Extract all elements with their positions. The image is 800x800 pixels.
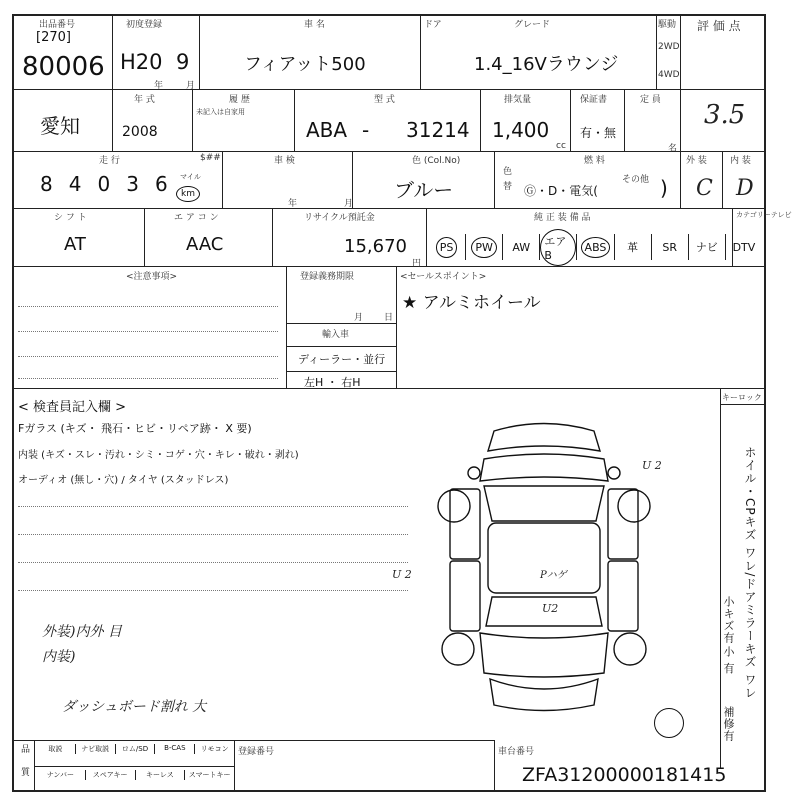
expiry-day: 日 <box>384 313 394 323</box>
label-fuel: 燃 料 <box>584 156 605 166</box>
fuel-other: その他 <box>622 175 650 185</box>
recycle-fee: 15,670 <box>344 236 407 257</box>
region: 愛知 <box>40 114 80 138</box>
row-divider <box>34 766 234 767</box>
col-divider <box>199 16 200 89</box>
yen-unit: 円 <box>412 259 422 269</box>
label-aircon: エ ア コ ン <box>174 213 219 223</box>
col-divider <box>234 740 235 792</box>
drive-4wd: 4WD <box>658 70 680 80</box>
footer-items-row1 <box>36 744 234 754</box>
handwritten-note: 外装)内外 目 <box>42 624 122 640</box>
label-shift: シ フ ト <box>54 213 87 223</box>
grade: 1.4_16Vラウンジ <box>474 54 619 75</box>
col-divider <box>222 151 223 208</box>
spare-wheel-circle <box>654 708 684 738</box>
col-divider <box>272 208 273 266</box>
col-divider <box>656 16 657 89</box>
car-name: フィアット500 <box>244 54 366 75</box>
interior-grade: D <box>736 176 754 201</box>
footer-item: スペアキー <box>85 770 135 780</box>
footer-item: ナビ取説 <box>75 744 115 754</box>
left-front-wheel <box>438 490 470 522</box>
inspection-month-unit: 月 <box>344 199 354 209</box>
equipment-item: PW <box>465 234 502 260</box>
label-score: 評 価 点 <box>697 19 741 33</box>
front-bumper <box>488 424 600 452</box>
col-divider <box>420 16 421 89</box>
damage-mark-roof: Pハゲ <box>540 570 567 581</box>
damage-mark-left: U 2 <box>392 568 412 581</box>
col-divider <box>624 89 625 151</box>
rear-bumper <box>490 679 598 711</box>
equipment-item: DTV <box>725 234 762 260</box>
col-divider <box>494 151 495 208</box>
warranty-options: 有・無 <box>580 126 617 140</box>
color: ブルー <box>394 178 454 202</box>
model-code: 31214 <box>406 118 470 142</box>
history-note: 未記入は自家用 <box>196 108 245 116</box>
col-divider <box>112 89 113 151</box>
label-quality: 品質 <box>19 744 29 790</box>
dotted-line <box>18 562 408 563</box>
label-grade: グレード <box>514 20 551 30</box>
shift: AT <box>64 234 86 255</box>
import-type: ディーラー・並行 <box>298 353 386 366</box>
model-prefix: ABA <box>306 118 348 142</box>
side-repair: 補修有 <box>722 706 735 742</box>
dotted-line <box>18 306 278 307</box>
label-history: 履 歴 <box>229 95 250 105</box>
right-rear-door <box>608 561 638 631</box>
equipment-item: AW <box>502 234 539 260</box>
handwritten-note: 内装) <box>42 649 76 665</box>
right-front-door <box>608 489 638 559</box>
mileage-digit: 6 <box>154 172 168 196</box>
equipment-item: PS <box>428 234 465 260</box>
roof <box>488 523 600 593</box>
label-year-unit: 年 <box>154 81 164 91</box>
label-color-change: 色替 <box>501 166 511 196</box>
trunk <box>480 633 608 677</box>
chassis-number: ZFA31200000181415 <box>522 764 727 786</box>
label-interior: 内 装 <box>730 156 751 166</box>
fuel-close: ) <box>660 176 668 200</box>
mileage-unit-mile: マイル <box>180 173 201 181</box>
row-divider <box>14 266 764 267</box>
sales-point: ★ アルミホイール <box>402 293 541 313</box>
col-divider <box>294 89 295 151</box>
col-divider <box>480 89 481 151</box>
col-divider <box>494 740 495 792</box>
dotted-line <box>18 331 278 332</box>
expiry-month: 月 <box>354 313 364 323</box>
hood <box>480 454 608 481</box>
row-divider <box>14 208 764 209</box>
footer-item: ロム/SD <box>115 744 155 754</box>
label-displacement: 排気量 <box>504 95 532 105</box>
steering: 左H ・ 右H <box>304 376 361 389</box>
col-divider <box>112 16 113 89</box>
handwritten-note: ダッシュボード割れ 大 <box>62 699 207 715</box>
equipment-item: エアB <box>539 234 576 260</box>
col-divider <box>396 266 397 388</box>
damage-mark-right: U 2 <box>642 459 662 472</box>
inspection-year-unit: 年 <box>288 199 298 209</box>
col-divider <box>192 89 193 151</box>
drive-2wd: 2WD <box>658 42 680 52</box>
left-front-door <box>450 489 480 559</box>
label-exhibit-no: 出品番号 <box>39 20 76 30</box>
lot-code: [270] <box>36 30 71 45</box>
footer-item: キーレス <box>135 770 185 780</box>
left-rear-wheel <box>442 633 474 665</box>
label-mileage: 走 行 <box>99 156 120 166</box>
row-divider <box>720 404 764 405</box>
score: 3.5 <box>704 100 746 130</box>
label-color: 色 (Col.No) <box>412 156 461 166</box>
col-divider <box>680 89 681 151</box>
footer-item: リモコン <box>194 744 234 754</box>
label-reg-number: 登録番号 <box>238 747 275 757</box>
label-car-name: 車 名 <box>304 20 325 30</box>
left-rear-door <box>450 561 480 631</box>
label-first-registration: 初度登録 <box>126 20 163 30</box>
right-front-wheel <box>618 490 650 522</box>
equipment-item: ABS <box>576 234 613 260</box>
label-model: 型 式 <box>374 95 395 105</box>
right-rear-wheel <box>614 633 646 665</box>
left-mirror <box>468 467 480 479</box>
label-notes: <注意事項> <box>126 272 178 282</box>
first-reg-month: 9 <box>176 50 190 74</box>
col-divider <box>286 266 287 388</box>
col-divider <box>722 151 723 208</box>
row-divider <box>14 151 764 152</box>
dotted-line <box>18 356 278 357</box>
displacement: 1,400 <box>492 118 550 142</box>
col-divider <box>680 16 681 89</box>
row-divider <box>14 740 494 741</box>
footer-item: ナンバー <box>46 771 74 779</box>
label-sales-point: <セールスポイント> <box>400 272 487 282</box>
inspector-label: < 検査員記入欄 > <box>18 400 127 415</box>
footer-item: 取説 <box>48 745 63 753</box>
dotted-line <box>18 378 278 379</box>
dotted-line <box>18 590 408 591</box>
lot-number: 80006 <box>22 52 105 82</box>
equipment-item: ナビ <box>688 234 725 260</box>
side-small-present: 小 有 <box>722 646 735 675</box>
row-divider <box>286 346 396 347</box>
label-inspection: 車 検 <box>274 156 295 166</box>
damage-mark-roof-lower: U2 <box>542 602 559 615</box>
footer-items-row2 <box>36 770 234 780</box>
label-import: 輸入車 <box>322 330 350 340</box>
model-year: 2008 <box>122 124 158 140</box>
equipment-item: 革 <box>614 234 651 260</box>
mileage-digit: 8 <box>40 172 53 196</box>
col-divider <box>144 208 145 266</box>
col-divider <box>570 89 571 151</box>
model-dash: - <box>362 118 370 142</box>
label-capacity: 定 員 <box>640 95 661 105</box>
equipment-item: SR <box>651 234 688 260</box>
row-divider <box>14 388 764 389</box>
label-sharp: $## <box>200 153 221 163</box>
mileage-unit-km: km <box>176 186 200 202</box>
windshield <box>484 486 604 521</box>
label-warranty: 保証書 <box>580 95 608 105</box>
right-mirror <box>608 467 620 479</box>
mileage-digit: 0 <box>97 172 111 196</box>
label-reg-expiry: 登録義務期限 <box>300 272 355 282</box>
inspector-glass: Fガラス (キズ・ 飛石・ヒビ・リペア跡・ X 要) <box>18 422 252 435</box>
label-key-lock: キーロック <box>722 393 762 402</box>
col-divider <box>426 208 427 266</box>
first-reg-era: H20 <box>120 50 163 74</box>
dotted-line <box>18 506 408 507</box>
label-month-unit: 月 <box>186 81 196 91</box>
label-recycle: リサイクル預託金 <box>304 213 375 223</box>
capacity-unit: 名 <box>668 144 678 154</box>
mileage-digit: 3 <box>126 172 139 196</box>
label-chassis: 車台番号 <box>498 747 535 757</box>
side-small-scratch: 小キズ有 <box>722 596 735 644</box>
label-exterior: 外 装 <box>686 156 707 166</box>
row-divider <box>14 89 764 90</box>
label-model-year: 年 式 <box>134 95 155 105</box>
aircon: AAC <box>186 234 224 255</box>
auction-sheet <box>12 14 792 792</box>
footer-item: スマートキー <box>184 770 234 780</box>
cc-unit: cc <box>556 141 566 151</box>
side-legend: ホイル・CPキズ ワレ/ドアミラーキズ ワレ <box>743 446 757 700</box>
row-divider <box>286 323 396 324</box>
fuel-options: Ⓖ・D・電気( <box>524 184 598 198</box>
footer-item: B-CAS <box>154 744 194 754</box>
mileage-digits <box>40 172 168 196</box>
equipment-list <box>428 234 762 260</box>
exterior-grade: C <box>696 176 713 201</box>
inspector-interior: 内装 (キズ・スレ・汚れ・シミ・コゲ・穴・キレ・破れ・剥れ) <box>18 450 299 461</box>
col-divider <box>680 151 681 208</box>
mileage-digit: 4 <box>68 172 82 196</box>
label-drive: 駆動 <box>658 20 677 30</box>
row-divider <box>286 371 396 372</box>
label-car-tv: カテゴリーテレビ <box>736 211 792 219</box>
label-door: ドア <box>424 20 442 30</box>
dotted-line <box>18 534 408 535</box>
inspector-audio: オーディオ (無し・穴) / タイヤ (スタッドレス) <box>18 475 229 486</box>
label-equipment: 純 正 装 備 品 <box>534 213 591 223</box>
